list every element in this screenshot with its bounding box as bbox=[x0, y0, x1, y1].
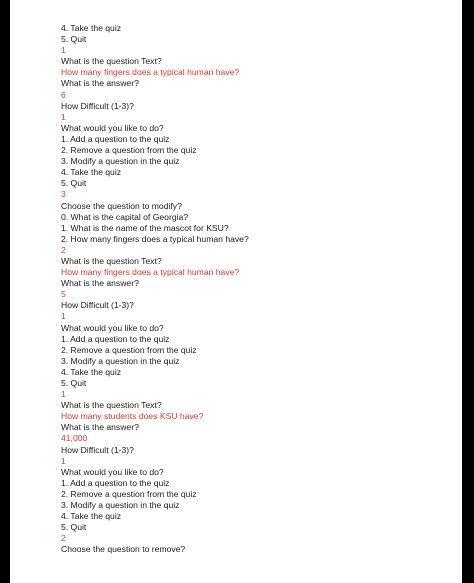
program-output-line: What is the answer? bbox=[61, 278, 139, 289]
program-output-line: 5. Quit bbox=[61, 522, 87, 533]
program-output-line: What is the question Text? bbox=[61, 400, 162, 411]
program-output-line: 5. Quit bbox=[61, 378, 87, 388]
user-input-line: 2 bbox=[61, 244, 66, 255]
user-input-line: 41,000 bbox=[61, 433, 88, 444]
user-input-line: 1 bbox=[61, 45, 66, 56]
user-input-line: 1 bbox=[61, 111, 66, 122]
program-output-line: Choose the question to remove? bbox=[61, 544, 186, 555]
user-input-line: 1 bbox=[61, 389, 66, 400]
program-output-line: What is the question Text? bbox=[61, 255, 162, 266]
program-output-line: 5. Quit bbox=[61, 34, 87, 45]
program-output-line: How Difficult (1-3)? bbox=[61, 100, 134, 111]
program-output-line: 4. Take the quiz bbox=[61, 23, 122, 33]
program-output-line: 2. Remove a question from the quiz bbox=[61, 488, 197, 499]
program-output-line: Choose the question to modify? bbox=[61, 200, 182, 211]
user-input-line: How many students does KSU have? bbox=[61, 411, 204, 422]
program-output-line: 3. Modify a question in the quiz bbox=[61, 355, 180, 366]
user-input-line: 6 bbox=[61, 89, 66, 100]
program-output-line: 3. Modify a question in the quiz bbox=[61, 500, 180, 511]
program-output-line: How Difficult (1-3)? bbox=[61, 444, 134, 455]
program-output-line: 1. What is the name of the mascot for KSU? bbox=[61, 222, 229, 233]
user-input-line: 2 bbox=[61, 533, 66, 544]
program-output-line: 2. How many fingers does a typical human have? bbox=[61, 233, 249, 244]
program-output-line: 4. Take the quiz bbox=[61, 366, 122, 377]
program-output-line: 1. Add a question to the quiz bbox=[61, 133, 170, 144]
program-output-line: 4. Take the quiz bbox=[61, 167, 122, 178]
program-output-line: 2. Remove a question from the quiz bbox=[61, 145, 197, 156]
program-output-line: What would you like to do? bbox=[61, 466, 164, 477]
program-output-line: What is the question Text? bbox=[61, 56, 162, 67]
program-output-line: What would you like to do? bbox=[61, 122, 164, 133]
user-input-line: 5 bbox=[61, 289, 66, 300]
program-output-line: 2. Remove a question from the quiz bbox=[61, 344, 197, 355]
program-output-line: 4. Take the quiz bbox=[61, 511, 122, 522]
program-output-line: What would you like to do? bbox=[61, 322, 164, 333]
program-output-line: What is the answer? bbox=[61, 422, 139, 433]
user-input-line: 1 bbox=[61, 455, 66, 466]
program-output-line: 5. Quit bbox=[61, 178, 87, 189]
console-output bbox=[61, 23, 249, 556]
program-output-line: How Difficult (1-3)? bbox=[61, 300, 134, 311]
user-input-line: How many fingers does a typical human have? bbox=[61, 67, 240, 78]
program-output-line: 0. What is the capital of Georgia? bbox=[61, 211, 189, 222]
program-output-line: What is the answer? bbox=[61, 78, 139, 89]
console-page bbox=[10, 0, 462, 583]
program-output-line: 3. Modify a question in the quiz bbox=[61, 156, 180, 167]
program-output-line: 1. Add a question to the quiz bbox=[61, 477, 170, 488]
user-input-line: How many fingers does a typical human have? bbox=[61, 267, 240, 278]
program-output-line: 1. Add a question to the quiz bbox=[61, 333, 170, 344]
user-input-line: 3 bbox=[61, 189, 66, 200]
user-input-line: 1 bbox=[61, 311, 66, 322]
